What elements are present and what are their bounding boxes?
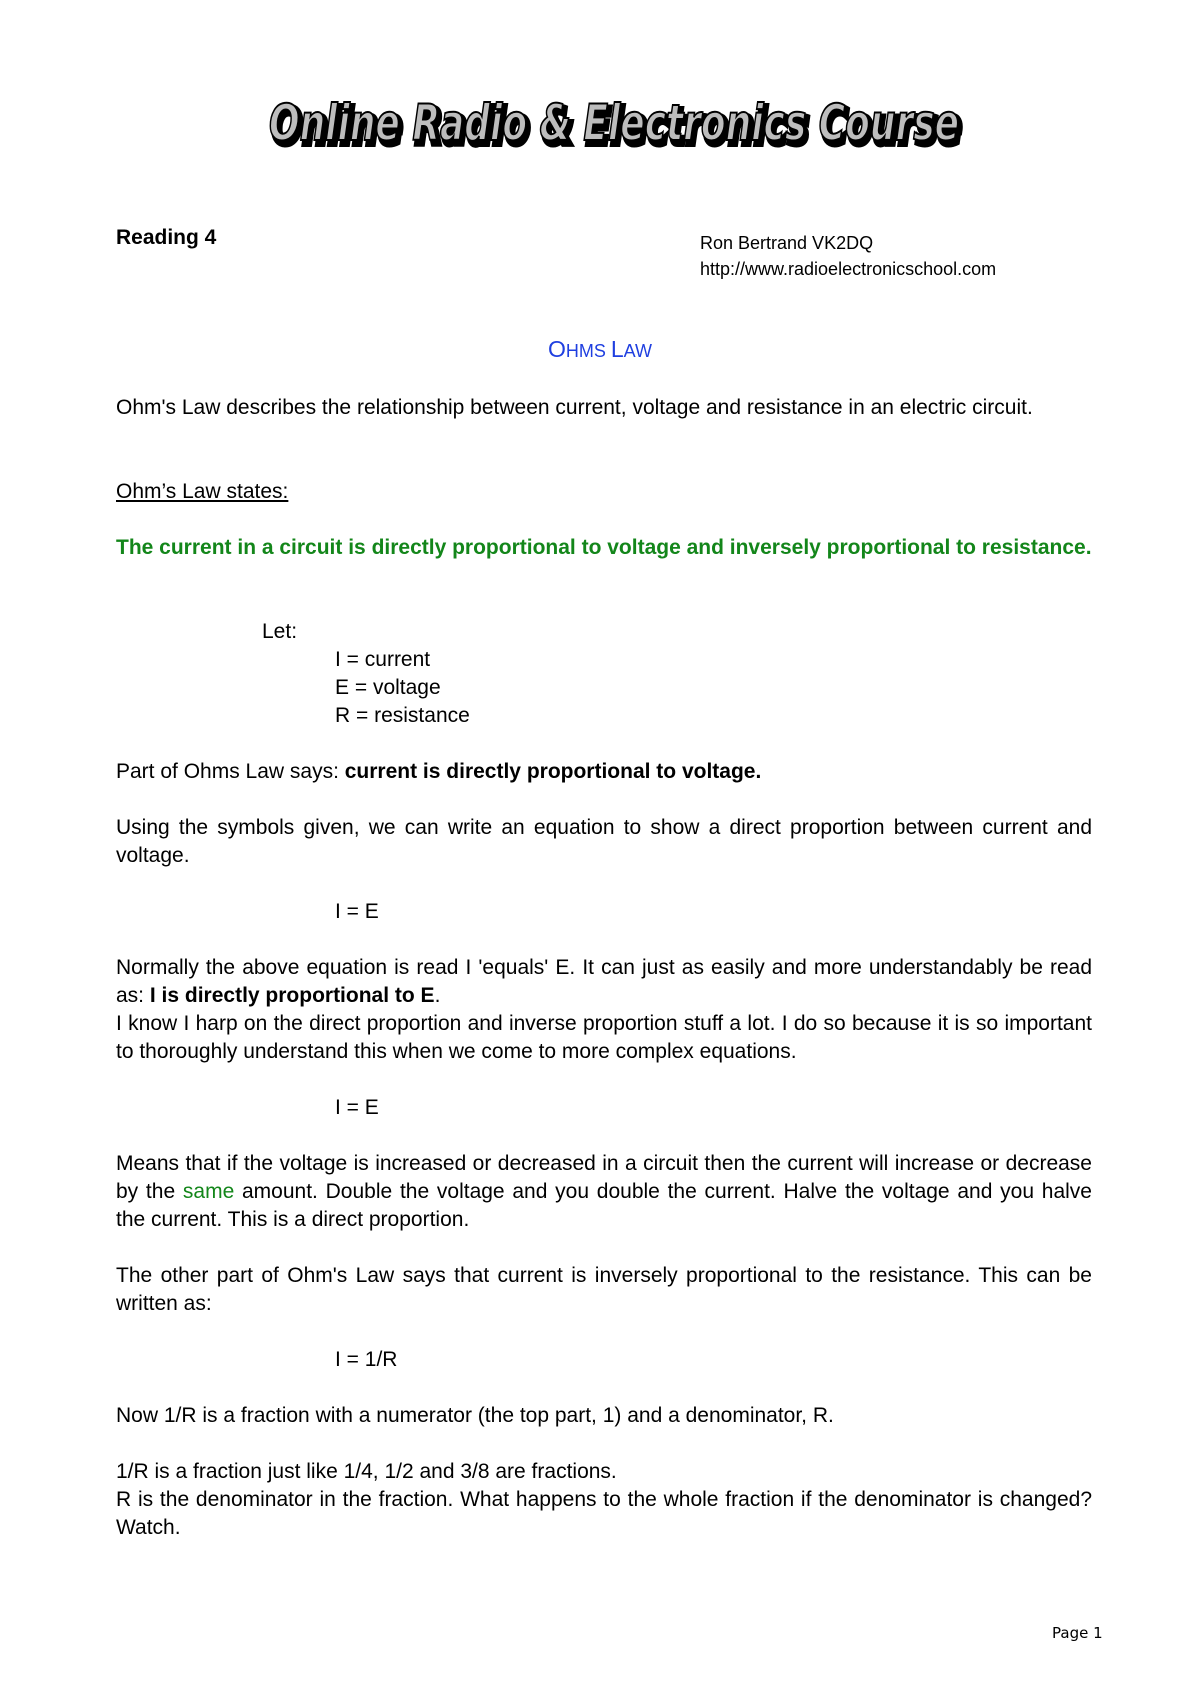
law-statement: The current in a circuit is directly proportional to voltage and inversely proportional to resistance. (116, 536, 1092, 559)
equation-1: I = E (335, 900, 379, 923)
normally-bold: I is directly proportional to E (149, 984, 435, 1007)
states-heading: Ohm’s Law states: (116, 480, 289, 503)
means-paragraph (116, 1150, 1092, 1234)
let-item-current: I = current (335, 648, 431, 671)
page-title (0, 336, 1200, 363)
normally-prefix: Normally the above equation is read I 'equals' E. It can just as easily and more understandably be read as: (116, 956, 1092, 1007)
normally-suffix: . (434, 984, 441, 1007)
title-o: O (547, 336, 566, 362)
svg-text:Online Radio & Electronics Cou: Online Radio & Electronics Course (272, 98, 962, 156)
author-name: Ron Bertrand VK2DQ (700, 233, 874, 253)
means-green-word: same (182, 1180, 235, 1203)
course-banner (266, 88, 966, 158)
equation-2: I = E (335, 1096, 379, 1119)
other-part-paragraph: The other part of Ohm's Law says that current is inversely proportional to the resistance. This can be written as: (116, 1264, 1092, 1315)
svg-text:Online Radio & Electronics Cou: Online Radio & Electronics Course (269, 94, 959, 152)
let-item-resistance: R = resistance (335, 704, 470, 727)
author-block (700, 230, 996, 282)
title-aw: AW (623, 341, 652, 361)
reading-number: Reading 4 (116, 226, 217, 249)
fraction-line-2: R is the denominator in the fraction. What happens to the whole fraction if the denominator is changed? Watch. (116, 1488, 1092, 1539)
fraction-paragraph: Now 1/R is a fraction with a numerator (the top part, 1) and a denominator, R. (116, 1404, 834, 1427)
means-prefix: Means that if the voltage is increased or decreased in a circuit then the current will increase or decrease by the (116, 1152, 1092, 1203)
intro-paragraph: Ohm's Law describes the relationship between current, voltage and resistance in an electric circuit. (116, 396, 1033, 419)
fraction-line-1: 1/R is a fraction just like 1/4, 1/2 and 3/8 are fractions. (116, 1460, 617, 1483)
states-heading-wrap (116, 478, 1092, 506)
symbols-paragraph: Using the symbols given, we can write an equation to show a direct proportion between current and voltage. (116, 816, 1092, 867)
part-prefix: Part of Ohms Law says: (116, 760, 345, 783)
means-suffix: amount. Double the voltage and you double the current. Halve the voltage and you halve the current. This is a direct proportion. (116, 1180, 1092, 1231)
harp-paragraph: I know I harp on the direct proportion and inverse proportion stuff a lot. I do so because it is so important to thoroughly understand this when we come to more complex equations. (116, 1012, 1092, 1063)
part-bold: current is directly proportional to voltage. (344, 760, 762, 783)
title-hms: HMS (565, 341, 611, 361)
author-url: http://www.radioelectronicschool.com (700, 259, 997, 279)
normally-paragraph (116, 954, 1092, 1010)
equation-3: I = 1/R (335, 1348, 398, 1371)
fraction-paragraph-2 (116, 1458, 1092, 1542)
course-banner-logo (266, 88, 966, 158)
part-paragraph (116, 758, 1092, 786)
let-label: Let: (262, 620, 298, 643)
title-l: L (610, 336, 624, 362)
page-number: Page 1 (1052, 1624, 1103, 1642)
let-item-voltage: E = voltage (335, 676, 441, 699)
